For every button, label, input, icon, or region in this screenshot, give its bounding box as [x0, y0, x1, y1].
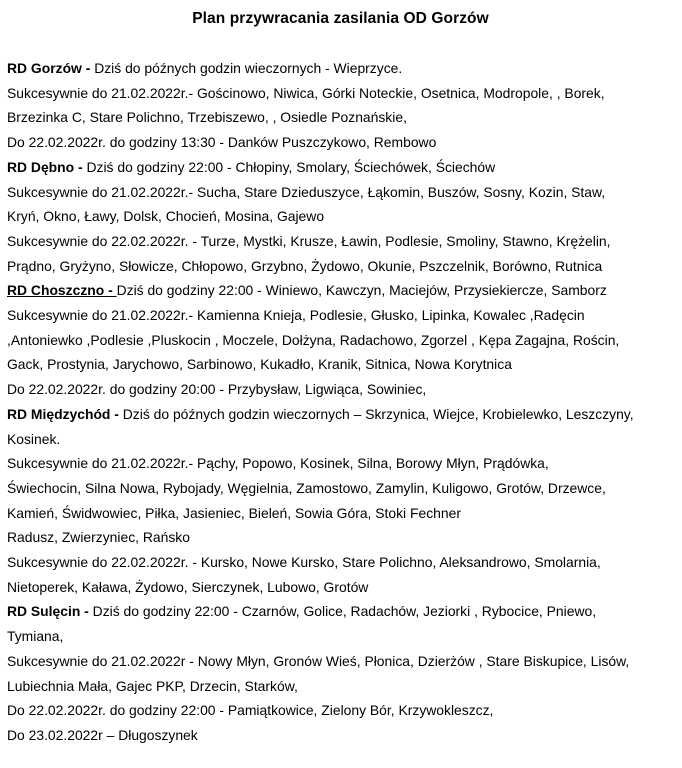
section-line: Gack, Prostynia, Jarychowo, Sarbinowo, Kukadło, Kranik, Sitnica, Nowa Korytnica: [7, 356, 512, 373]
section-line: [7, 402, 674, 427]
section-line: Sukcesywnie do 21.02.2022r.- Sucha, Stare Dzieduszyce, Łąkomin, Buszów, Sosny, Kozin, Staw,: [7, 183, 606, 200]
region-label: RD Międzychód -: [7, 405, 119, 422]
line-text: Dziś do godziny 22:00 - Winiewo, Kawczyn, Maciejów, Przysiekiercze, Samborz: [116, 282, 607, 299]
section-line: Kosinek.: [7, 430, 61, 447]
document-body: [7, 56, 674, 748]
region-label: RD Choszczno -: [7, 282, 117, 299]
section-line: Świechocin, Silna Nowa, Rybojady, Węgielnia, Zamostowo, Zamylin, Kuligowo, Grotów, Drzewce,: [7, 479, 606, 496]
line-text: Dziś do późnych godzin wieczornych – Skrzynica, Wiejce, Krobielewko, Leszczyny,: [118, 405, 634, 422]
line-text: Dziś do godziny 22:00 - Chłopiny, Smolary, Ściechówek, Ściechów: [82, 158, 496, 175]
section-line: ,Antoniewko ,Podlesie ,Pluskocin , Moczele, Dołżyna, Radachowo, Zgorzel , Kępa Zagajna, Rościn,: [7, 331, 620, 348]
section-line: Sukcesywnie do 22.02.2022r. - Turze, Mystki, Krusze, Ławin, Podlesie, Smoliny, Stawno, Krężelin,: [7, 232, 611, 249]
region-label: RD Sulęcin -: [7, 603, 89, 620]
line-text: Dziś do godziny 22:00 - Czarnów, Golice, Radachów, Jeziorki , Rybocice, Pniewo,: [88, 603, 597, 620]
section-line: Brzezinka C, Stare Polichno, Trzebiszewo, , Osiedle Poznańskie,: [7, 109, 407, 126]
section-line: Tymiana,: [7, 628, 64, 645]
section-gorzow: [7, 56, 674, 155]
section-line: Do 22.02.2022r. do godziny 22:00 - Pamiątkowice, Zielony Bór, Krzywokleszcz,: [7, 702, 494, 719]
section-line: Prądno, Gryżyno, Słowicze, Chłopowo, Grzybno, Żydowo, Okunie, Pszczelnik, Borówno, Rutnica: [7, 257, 603, 274]
page-title: Plan przywracania zasilania OD Gorzów: [192, 10, 489, 27]
section-line: Kamień, Świdwowiec, Piłka, Jasieniec, Bieleń, Sowia Góra, Stoki Fechner: [7, 504, 461, 521]
section-line: Nietoperek, Kaława, Żydowo, Sierczynek, Lubowo, Grotów: [7, 578, 369, 595]
section-line: Sukcesywnie do 21.02.2022r.- Pąchy, Popowo, Kosinek, Silna, Borowy Młyn, Prądówka,: [7, 455, 549, 472]
section-line: Kryń, Okno, Ławy, Dolsk, Chocień, Mosina, Gajewo: [7, 208, 325, 225]
region-label: RD Dębno -: [7, 158, 83, 175]
section-choszczno: [7, 278, 674, 402]
section-miedzychod: [7, 402, 674, 600]
section-line: Sukcesywnie do 21.02.2022r - Nowy Młyn, Gronów Wieś, Płonica, Dzierżów , Stare Biskupice, Lisów,: [7, 652, 630, 669]
section-line: Sukcesywnie do 21.02.2022r.- Kamienna Knieja, Podlesie, Głusko, Lipinka, Kowalec ,Radęcin: [7, 307, 585, 324]
section-line: [7, 155, 674, 180]
section-line: [7, 278, 674, 303]
region-label: RD Gorzów -: [7, 60, 91, 76]
section-line: Lubiechnia Mała, Gajec PKP, Drzecin, Starków,: [7, 677, 298, 694]
section-line: Radusz, Zwierzyniec, Rańsko: [7, 529, 190, 546]
line-text: Dziś do późnych godzin wieczornych - Wieprzyce.: [90, 60, 403, 76]
section-line: Do 22.02.2022r. do godziny 13:30 - Danków Puszczykowo, Rembowo: [7, 134, 437, 151]
section-line: Do 22.02.2022r. do godziny 20:00 - Przybysław, Ligwiąca, Sowiniec,: [7, 381, 427, 398]
section-line: Sukcesywnie do 22.02.2022r. - Kursko, Nowe Kursko, Stare Polichno, Aleksandrowo, Smolarnia,: [7, 554, 601, 571]
section-debno: [7, 155, 674, 279]
section-line: Sukcesywnie do 21.02.2022r.- Gościnowo, Niwica, Górki Noteckie, Osetnica, Modropole, , Borek,: [7, 84, 605, 101]
section-line: [7, 599, 674, 624]
section-line: [7, 56, 674, 81]
section-sulecin: [7, 599, 674, 747]
section-line: Do 23.02.2022r – Długoszynek: [7, 726, 198, 743]
